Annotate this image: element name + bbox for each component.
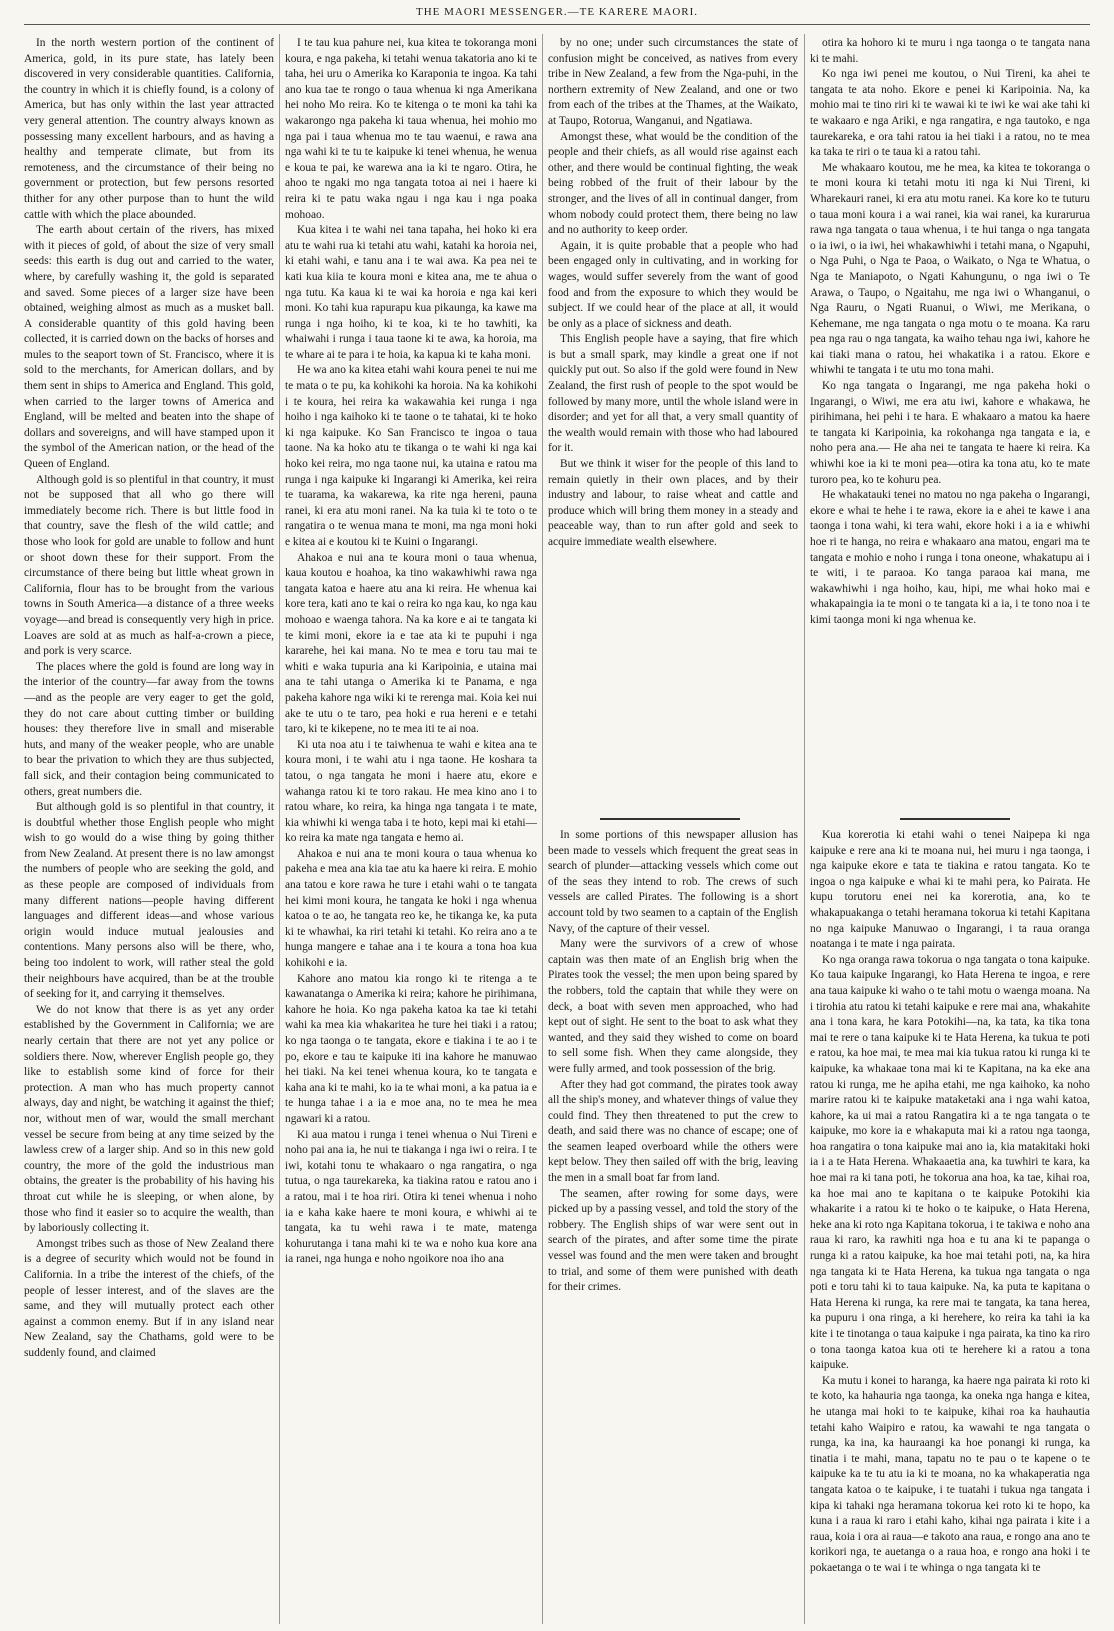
paragraph: The earth about certain of the rivers, has mixed with it pieces of gold, of about the size of very small seeds: this earth is dug out and carried to the water, where, by carefully washing it, the gold is separated and saved. Some pieces of a larger size have been obtained, weighing almost as much as a musket ball. A considerable quantity of this gold having been collected, it is carried down on the backs of horses and mules to the seaport town of St. Francisco, where it is sold to the merchants, for American dollars, and by them sent in ships to America and England. This gold, when carried to the larger towns of America and England, will be melted and beaten into the shape of dollars and sovereigns, and will have stamped upon it the symbol of the American nation, or the head of the Queen of England. [24,224,274,471]
paragraph: Kua kitea i te wahi nei tana tapaha, hei hoko ki era atu te wahi rua ki tetahi atu wahi, katahi ka horoia nei, ki etahi wahi, e tanu ana i te wai awa. Ka pea nei te kati kua kiia te koura moni e kitea ana, me te ahua o nga tutu. Ka kaua ki te wai ka horoia e nga kai keri moni. Ko tahi kua rapurapu kua pikaunga, ka kawe ma runga i nga hoiho, ki te koa, ki te ho tawhiti, ka whaiwahi i runga i taua taone ki te awa, ka horoia, ma te whare ai te para i te hoia, ka kapua ki te kaha moni. [285,224,537,361]
paragraph: Although gold is so plentiful in that country, it must not be supposed that all who go there will immediately become rich. There is but little food in that country, save the flesh of the wild cattle; and those who look for gold are unable to follow and hunt or shoot down these for their support. From the circumstance of there being but little wheat grown in California, flour has to be brought from the various towns in South America—a distance of a three weeks voyage—and bread is consequently very high in price. Loaves are sold at as much as half-a-crown a piece, and pork is very scarce. [24,473,274,658]
paragraph: Many were the survivors of a crew of whose captain was then mate of an English brig when the Pirates took the vessel; the men upon being spared by the robbers, told the captain that while they were on deck, a boat with seven men approached, who had kept out of sight. He sent to the boat to ask what they wanted, and they said they wished to come on board to sell some fish. When they came alongside, they were fully armed, and took possession of the brig. [548,938,798,1075]
paragraph: Ki uta noa atu i te taiwhenua te wahi e kitea ana te koura moni, i te wahi atu i nga taone. He koshara ta tatou, o nga tangata he moni i haere atu, ekore e wahanga ratou ki te toro rakau. He mea kino ano i to ratou whare, ko reira, ka hinga nga tangata i te mate, kia whiwhi ki wenga taba i te hoto, kepi mai ki etahi—ko reira ka mate nga tangata e hemo ai. [285,738,537,845]
section-divider [600,818,740,820]
paragraph: Kahore ano matou kia rongo ki te ritenga a te kawanatanga o Amerika ki reira; kahore he pirihimana, kahore he hoia. Ko nga pakeha katoa ka tae ki tetahi wahi ka mea kia whakaritea he ture hei tiaki i a ratou; ko nga taonga o te tangata, ekore e tiakina i te ao i te po, ekore e tau te kaipuke iti ina kahore he manuwao hei tiaki. Na kei tenei whenua koura, ko te tangata e kaha ana ki te mahi, ko ia te whai moni, a ka patua ia e te hunga tahae i a ia e moe ana, no te mea he mea ngawari ki a ratou. [285,972,537,1125]
paragraph: We do not know that there is as yet any order established by the Government in California; we are nearly certain that there are not yet any police or soldiers there. Now, wherever English people go, they like to establish some kind of force for their protection. A man who has much property cannot always, day and night, be watching it against the thief; nor, without men of war, would the small merchant vessel be secure from being at any time seized by the lawless crew of a larger ship. And so in this new gold country, the more of the gold the industrious man obtains, the greater is the probability of his having his throat cut while he is sleeping, or when alone, by those who find it easier so to acquire the wealth, than by laboriously collecting it. [24,1003,274,1235]
column-divider [542,34,543,1624]
paragraph: Ahakoa e nui ana te koura moni o taua whenua, kaua koutou e hoahoa, ka tino wakawhiwhi rawa nga tangata katoa e haere atu ana ki reira. He whenua kai kore tera, kati ano te kai o reira ko nga kau, ko nga kau mohoao e waenga tahora. Na ka kore e ai te tangata ki te kimi moni, ekore ia e tae ata ki te pupuhi i nga kararehe, hei kai mana. No te mea e toru tau mai te whiti e waka tupuria ana ki Karipoinia, e utaina mai ana te tahi utanga o Amerika ki te Panama, e nga pakeha kahore nga wiki ki te rerenga mai. Koia kei nui ake te utu o te taro, pea hoki e rua hereni e e tetahi taro, ki te kikepene, no te mea iti te ai noa. [285,551,537,736]
column-maori-gold-cont [810,36,1090,806]
column-divider [804,34,805,1624]
paragraph: I te tau kua pahure nei, kua kitea te tokoranga moni koura, e nga pakeha, ki tetahi wenua takatoria ano ki te taha, hei uru o Amerika ko Karaponia te ingoa. Ka tahi ano kua tae te rongo o taua whenua ki nga Amerikana hei noho Mo reira. Ko te kitenga o te moni ka tahi ka wakarongo nga pakeha ki taua whenua, hei mohio mo nga pai i taua whenua mo te tau waenui, e rawa ana nga wahi ki te tu te kaipuke ki tenei whenua, he wenua e koua te pai, ke warewa ana ia ki te ngaro. Otira, he ahoo te ngaki mo nga tangata totoa ai nei i haere ki reira ki te patu waka ngau i nga kau i nga poaka mohoao. [285,37,537,221]
column-maori-gold [285,36,537,1624]
paragraph: This English people have a saying, that fire which is but a small spark, may kindle a great one if not quickly put out. So also if the gold were found in New Zealand, the first rush of people to the spot would be followed by many more, until the whole island were in disorder; and yet for all that, a very small quantity of the wealth would remain with those who had laboured for it. [548,333,798,455]
paragraph: The places where the gold is found are long way in the interior of the country—far away from the towns—and as the people are very eager to get the gold, they do not care about cutting timber or building houses: they therefore live in small and miserable huts, and many of the weaker people, who are unable to bear the privation to which they are thus subjected, fall sick, and their contagion being communicated to others, great numbers die. [24,660,274,798]
paragraph: The seamen, after rowing for some days, were picked up by a passing vessel, and told the story of the robbery. The English ships of war were sent out in search of the pirates, and after some time the pirate vessel was found and the men were taken and brought to trial, and some of them were punished with death for their crimes. [548,1187,798,1294]
paragraph: Amongst tribes such as those of New Zealand there is a degree of security which would not be found in California. In a tribe the interest of the chiefs, of the people of lesser interest, and of the slaves are the same, and they will mutually protect each other against a common enemy. But if in any island near New Zealand, say the Chathams, gold were to be suddenly found, and claimed [24,1237,274,1359]
paragraph: He whakatauki tenei no matou no nga pakeha o Ingarangi, ekore e whai te hehe i te rawa, ekore ia e ahei te kawe i ana taonga i tona wahi, ki tera wahi, ekore hoki i a ia e whiwhi hoe ri te hanga, no reira e whakaaro ana matou, engari ma te tangata e mohio e noho i runga i tona oneone, whakatupu ai i te witi, i te paraoa. Ko tanga paraoa kai mana, me wakawhiwhi i nga hoiho, kau, hipi, me whai hoko mai e whakapaingia ia te moni o te tangata ki a ia, i te tono noa i te kimi taonga moni ki nga whenua ke. [810,489,1090,626]
paragraph: Ko nga tangata o Ingarangi, me nga pakeha hoki o Ingarangi, o Wiwi, me era atu iwi, kahore e whakawa, he pirihimana, hei pehi i te hara. E whakaaro a matou ka haere te tangata ki Karipoinia, ka rokohanga nga tangata e ia, e noho pera ana.— He aha nei te tangata te haere ki reira. Ka whiwhi koe ia ki te moni pea—otira ka tona atu, ko te mate turoro pea, ko te kohuru pea. [810,380,1090,486]
masthead-rule [24,24,1090,25]
paragraph: Ki aua matou i runga i tenei whenua o Nui Tireni e noho pai ana ia, he nui te tiakanga i nga iwi o reira. I te iwi, kotahi tonu te whakaaro o nga rangatira, o nga tutua, o nga taurekareka, ka tiakina ratou e ratou ano i a ratou, mai i te hoa riri. Otira ki tenei whenua i noho ia e kaha kake haere te moni koura, e whiwhi ai te tangata, ka tu wehi rawa i te mate, matenga kohurutanga i tana mahi ki te wa e noho kua kore ana ia ranei, nga hunga e noho ngoikore noa iho ana [285,1128,537,1266]
column-divider [279,34,280,1624]
paragraph: In the north western portion of the continent of America, gold, in its pure state, has lately been discovered in very considerable quantities. California, the country in which it is chiefly found, is a colony of America, but has only within the last year attracted very general attention. The country always known as possessing many excellent harbours, and as having a healthy and temperate climate, but from its remoteness, and the circumstance of their being no government or protection, but few persons resorted thither for any other purpose than to hunt the wild cattle with which the place abounded. [24,37,274,221]
paragraph: He wa ano ka kitea etahi wahi koura penei te nui me te mata o te pu, ka kohikohi ka horoia. Na ka kohikohi i te koura, hei reira ka wakawahia kei runga i nga hoiho i nga kaihoko ki te taone o te tahatai, ki te hoko ki nga kaipuke. Ko San Francisco te ingoa o taua taone. Na ka hoko atu te tikanga o te wahi ki nga kai hoko kei reira, mo nga taone nui, ka utaina e ratou ma runga i nga kaipuke ki Ingarangi ki Amerika, kei reira te tuarama, ka wakarewa, ka rite nga hereni, pauna ranei, ki era atu moni ranei. Na ka tuia ki te toto o te rangatira o te wenua mana te moni, ma nga moni hoki e kitea ai e koutou ki te Kuini o Ingarangi. [285,364,537,548]
paragraph: Kua korerotia ki etahi wahi o tenei Naipepa ki nga kaipuke e rere ana ki te moana nui, hei muru i nga taonga, i nga kaipuke ekore e tata te tiakina e ratou tangata. Ko te ingoa o nga kaipuke e whai ki te mahi pera, ko Pairata. He kupu torutoru enei nei ka korerotia, ana, ko te whakapuakanga o tetahi heramana tokorua ki tetahi Kapitana no nga kaipuke Manuwao o Ingarangi, i ta raua oranga noatanga i te mate i nga pairata. [810,829,1090,951]
paragraph: Ko nga iwi penei me koutou, o Nui Tireni, ka ahei te tangata te ata noho. Ekore e penei ki Karipoinia. Na, ka mohio mai te tino riri ki te wawai ki te iwi ke wai ake tahi ki te wakaaro e nga Ariki, e nga rangatira, e nga tautoko, e nga taurekareka, e ora tahi ratou ia hei tiaki i a ratou, no te mea ka taka te riri o te taua ki a ratou tahi. [810,68,1090,159]
paragraph: Me whakaaro koutou, me he mea, ka kitea te tokoranga o te moni koura ki tetahi motu iti nga ki Nui Tireni, ki Wharekauri ranei, ki era atu motu ranei. Ka kore ko te tuturu o taua moni koura i a wai ranei, kia wai ranei, ka kurarurua rawa nga tangata o taua whenua, i te hui tanga o nga tangata o ia iwi, o ia iwi, hei whakawhiwhi i tetahi mana, o Ngapuhi, o Nga Puhi, o Nga te Paoa, o Waikato, o Nga te Whatua, o Nga te Maniapoto, o Ngati Kahungunu, o nga iwi o Te Arawa, o Taupo, o Ngaitahu, me nga iwi o Whanganui, o Nga Rauru, o Ngati Ruanui, o Wiwi, me Merikana, o Kehemane, me nga tangata o nga motu o te moana. Ka raru pea nga rau o nga tangata, ka waiho tehau nga iwi, kahore he kai tiaki mana o ratou, hei whakatika i a ratou. Ekore e whiwhi te tangata i te utu mo tona mahi. [810,161,1090,377]
paragraph: In some portions of this newspaper allusion has been made to vessels which frequent the great seas in search of plunder—attacking vessels which come out of the seas they intend to rob. The crews of such vessels are called Pirates. The following is a short account told by two seamen to a captain of the English Navy, of the capture of their vessel. [548,829,798,935]
paragraph: Ko nga oranga rawa tokorua o nga tangata o tona kaipuke. Ko taua kaipuke Ingarangi, ko Hata Herena te ingoa, e rere ana taua kaipuke ki waho o te tahi motu o waenga moana. Na i tirohia atu ratou ki tetahi kaipuke e rere mai ana, whakahite ana i tona kara, he kara Potokihi—na, ka tata, ka tika tona mai te rere o tana kaipuke ki te Hata Herena, ka tukua te poti e ratou, ka hoe mai, te mea mai kia tukua ratou ki runga ki te kaipuke, ka whakaae tona mai ki te Kapitana, na ka eke ana ratou ki runga, me he apiha etahi, me nga kaihoko, ka noho marire ratou ki te kaipuke mataketaki ana i nga wahi katoa, kahore, ka ui mai a ratou Rangatira ki a te nga tangata o te kaipuke, mo kore ia e whakaputa mai ki a ratou nga taonga, hoa rangatira o tona kaipuke mai ano ia, kia matakitaki hoki ia i a te Hata Herena. Whakaaetia ana, ka tuwhiri te kara, ka hoe mai ra ki tana poti, he tokorua ana hoa, ka tae, kihai roa, ka hoe mai ano te kapitana o te kaipuke Potokihi kia whakarite i a ratou ki te hoko o te kaipuke, o Hata Herena, heke ana ki roto nga Kapitana tokorua, i te takiwa e noho ana raua ki raro, ka rawhiti nga hoa e tu ana ki te papanga o runga ki a ratou kaipuke, ka hoe mai tetahi poti, na, ka hira nga tangata ki te Hata Herena, ka tukua nga tangata o nga poti e toru tahi ki to taua kaipuke. Na, ka puta te kapitana o Hata Herena ki runga, ka rere mai te tangata, ka tana herea, ka pupuru i ona ringa, a ki herehere, ko reira ka tahi ia ka kite i te tinotanga o taua kaipuke i nga pairata, ka tino ka riro o tona taonga katoa kua oti te herehere ki a ratou a tona kaipuke. [810,953,1090,1372]
paragraph: otira ka hohoro ki te muru i nga taonga o te tangata nana ki te mahi. [810,37,1090,65]
paragraph: Ka mutu i konei to haranga, ka haere nga pairata ki roto ki te koto, ka hahauria nga taonga, ka oneka nga hanga e kitea, he utanga mai hoki to te kaipuke, kihai roa ka hauhautia tetahi kaho Waipiro e ratou, ka wawahi te nga tangata o runga, ka ina, ka hauraangi ka hoe ponangi ki runga, ka tinatia i te mahi, mana, tapatu no te pau o te kapene o te kaipuke ka te tu atu ia ki te moana, no ka whakaperatia nga tangata katoa o te kaipuke, i te tuatahi i tukua nga tangata i kipa ki tahaki nga heramana tokorua kei roto ki te hopo, ka kuna i a raua ki raro i etahi kaho, kihai nga pairata i kite i a raua, koia i ora ai raua—e takoto ana raua, e rongo ana ano te korikori nga, te auetanga o a raua hoa, e rongo ana hoki i te pokaetanga o te wai i te whinga o nga tangata ki te [810,1374,1090,1574]
masthead: THE MAORI MESSENGER.—TE KARERE MAORI. [415,6,699,18]
column-english-gold [24,36,274,1624]
paragraph: After they had got command, the pirates took away all the ship's money, and whatever things of value they could find. They then threatened to put the crew to death, and said there was no chance of escape; one of the seamen leaped overboard while the others were kept below. They then sailed off with the brig, leaving the men in a small boat far from land. [548,1078,798,1185]
column-english-pirates [548,828,798,1624]
paragraph: Again, it is quite probable that a people who had been engaged only in cultivating, and in working for wages, would suffer severely from the want of good food and from the exposure to which they would be subject. If we could hear of the place at all, it would be only as a place of sickness and death. [548,239,798,330]
paragraph: by no one; under such circumstances the state of confusion might be conceived, as natives from every tribe in New Zealand, a few from the Nga-puhi, in the northern extremity of New Zealand, and one or two from each of the tribes at the Thames, at the Waikato, at Taupo, Rotorua, Wanganui, and Ngatiawa. [548,37,798,127]
paragraph: Amongst these, what would be the condition of the people and their chiefs, as all would rise against each other, and there would be continual fighting, the weak being robbed of the fruit of their labour by the stronger, and the lives of all in continual danger, from whom nobody could protect them, there being no law and no authority to keep order. [548,130,798,237]
paragraph: But although gold is so plentiful in that country, it is doubtful whether those English people who might wish to go would do a wise thing by going thither from New Zealand. At present there is no law amongst the numbers of people who are seeking the gold, and as these people are composed of individuals from many different nations—people having different languages and different ideas—and whose various origin would induce mutual jealousies and contentions. Many persons also will be there, who, being too indolent to work, will rather steal the gold their neighbours have acquired, than be at the trouble of seeking for it, and carrying it themselves. [24,801,274,1001]
column-maori-pirates [810,828,1090,1624]
section-divider [900,818,1010,820]
column-english-gold-cont [548,36,798,806]
paragraph: Ahakoa e nui ana te moni koura o taua whenua ko pakeha e mea ana kia tae atu ka haere ki reira. E mohio ana tatou e kore rawa he ture i etahi wahi o te tangata hei kimi moni koura, he tangata ke hoki i nga whenua katoa o te ao, he tangata reo ke, he tikanga ke, ka puta ki te whawhai, ka riri tetahi ki tetahi. Ko reira ano a te hunga mangere e tahae ana i te koura a tona hoa kua kohikohi e ia. [285,847,537,970]
paragraph: But we think it wiser for the people of this land to remain quietly in their own places, and by their industry and labour, to raise wheat and cattle and produce which will bring them money in a steady and peaceable way, than to run after gold and seek to acquire immediate wealth elsewhere. [548,458,798,548]
